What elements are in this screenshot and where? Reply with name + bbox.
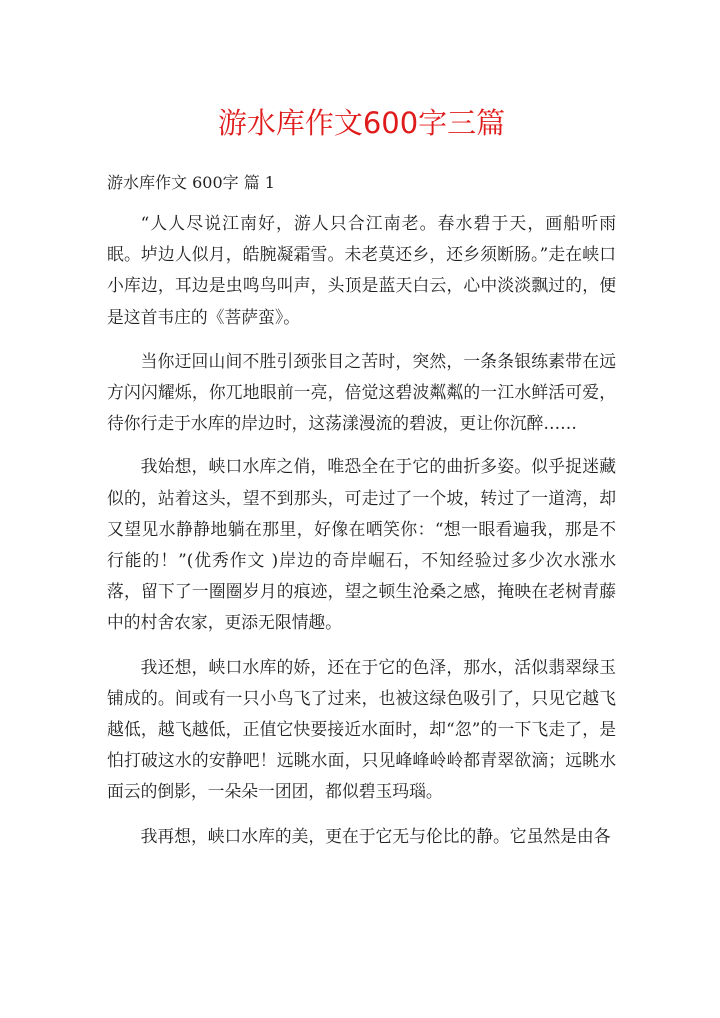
document-title: 游水库作文600字三篇 [217, 106, 506, 140]
paragraph-5: 我再想，峡口水库的美，更在于它无与伦比的静。它虽然是由各 [140, 825, 611, 846]
paragraph-4: 我还想，峡口水库的娇，还在于它的色泽，那水，活似翡翠绿玉铺成的。间或有一只小鸟飞了过来，也被这绿色吸引了，只见它越飞越低，越飞越低，正值它快要接近水面时，却“忽”的一下飞走了，是怕打破这水的安静吧！远眺水面，只见峰峰岭岭都青翠欲滴；远眺水面云的倒影，一朵朵一团团，都似碧玉玛瑙。 [107, 656, 616, 802]
section-heading: 游水库作文 600字 篇 1 [107, 173, 275, 192]
paragraph-1: “人人尽说江南好，游人只合江南老。春水碧于天，画船听雨眠。垆边人似月，皓腕凝霜雪。未老莫还乡，还乡须断肠。”走在峡口小库边，耳边是虫鸣鸟叫声，头顶是蓝天白云，心中淡淡飘过的，便是这首韦庄的《菩萨蛮》。 [107, 213, 616, 327]
paragraph-3: 我始想，峡口水库之俏，唯恐全在于它的曲折多姿。似乎捉迷藏似的，站着这头，望不到那头，可走过了一个坡，转过了一道湾，却又望见水静静地躺在那里，好像在哂笑你：“想一眼看遍我，那是不行能的！”(优秀作文 )岸边的奇岸崛石，不知经验过多少次水涨水落，留下了一圈圈岁月的痕迹，望之顿生沧桑之感，掩映在老树青藤中的村舍农家，更添无限情趣。 [107, 456, 616, 633]
paragraph-2: 当你迂回山间不胜引颈张目之苦时，突然，一条条银练素带在远方闪闪耀烁，你兀地眼前一亮，倍觉这碧波粼粼的一江水鲜活可爱，待你行走于水库的岸边时，这荡漾漫流的碧波，更让你沉醉…… [107, 350, 616, 434]
